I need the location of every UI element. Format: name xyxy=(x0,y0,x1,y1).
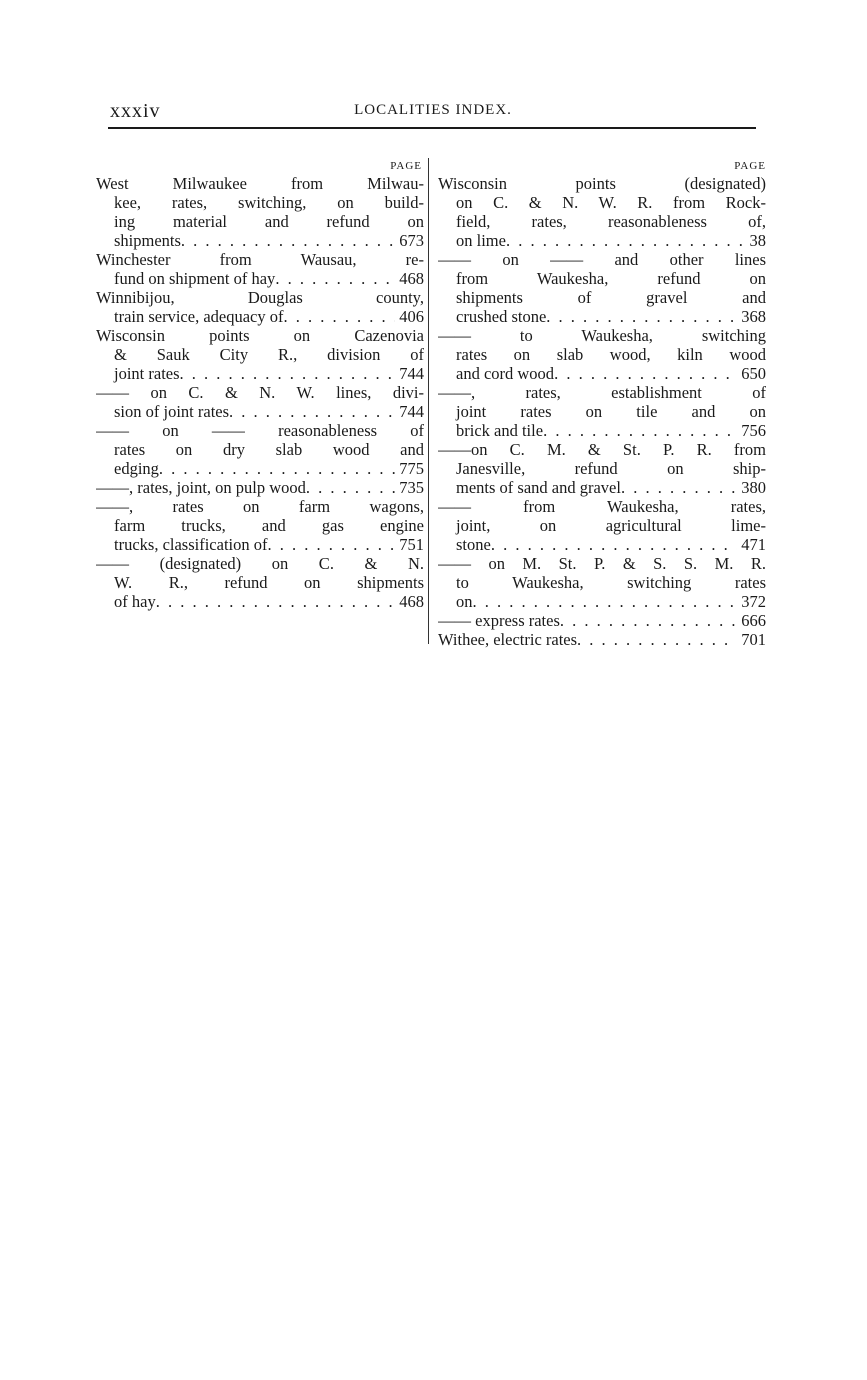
entry-line: rates on slab wood, kiln wood xyxy=(456,345,766,364)
entry-line: W. R., refund on shipments xyxy=(114,573,424,592)
index-entry xyxy=(96,288,424,326)
entry-text: ments of sand and gravel xyxy=(456,478,621,497)
page-reference: 673 xyxy=(399,231,424,250)
index-entry xyxy=(438,630,766,649)
dot-leader xyxy=(577,630,737,649)
entry-line: Winnibijou, Douglas county, xyxy=(96,288,424,307)
entry-line: from Waukesha, refund on xyxy=(456,269,766,288)
page-reference: 775 xyxy=(399,459,424,478)
entry-line: Janesville, refund on ship- xyxy=(456,459,766,478)
entry-line: joint rates on tile and on xyxy=(456,402,766,421)
entry-last-line xyxy=(438,478,766,497)
entry-text: on lime xyxy=(456,231,506,250)
entry-line: Wisconsin points on Cazenovia xyxy=(96,326,424,345)
index-column-right xyxy=(438,158,766,649)
index-entry xyxy=(96,421,424,478)
entry-line: ——, rates on farm wagons, xyxy=(96,497,424,516)
entry-line: to Waukesha, switching rates xyxy=(456,573,766,592)
entry-line: —— on C. & N. W. lines, divi- xyxy=(96,383,424,402)
dot-leader xyxy=(491,535,737,554)
page-reference: 701 xyxy=(741,630,766,649)
page-reference: 744 xyxy=(399,364,424,383)
running-title: LOCALITIES INDEX. xyxy=(354,102,512,118)
entry-list xyxy=(96,174,424,611)
dot-leader xyxy=(284,307,396,326)
entry-text: and cord wood xyxy=(456,364,555,383)
index-entry xyxy=(438,383,766,440)
entry-line: ——, rates, establishment of xyxy=(438,383,766,402)
column-divider xyxy=(428,158,429,644)
page-reference: 372 xyxy=(741,592,766,611)
entry-text: ——, rates, joint, on pulp wood xyxy=(96,478,306,497)
entry-last-line xyxy=(438,231,766,250)
entry-line: kee, rates, switching, on build- xyxy=(114,193,424,212)
page-reference: 650 xyxy=(741,364,766,383)
dot-leader xyxy=(180,364,396,383)
index-entry xyxy=(438,497,766,554)
entry-text: edging xyxy=(114,459,159,478)
index-column-left xyxy=(96,158,424,611)
entry-text: joint rates xyxy=(114,364,180,383)
dot-leader xyxy=(275,269,395,288)
entry-line: Winchester from Wausau, re- xyxy=(96,250,424,269)
dot-leader xyxy=(621,478,737,497)
entry-line: rates on dry slab wood and xyxy=(114,440,424,459)
page-reference: 38 xyxy=(749,231,766,250)
dot-leader xyxy=(554,364,737,383)
entry-text: stone xyxy=(456,535,491,554)
index-entry xyxy=(96,497,424,554)
entry-text: Withee, electric rates xyxy=(438,630,578,649)
page-column-label: PAGE xyxy=(390,160,422,172)
entry-last-line xyxy=(438,535,766,554)
entry-line: shipments of gravel and xyxy=(456,288,766,307)
entry-last-line xyxy=(438,630,766,649)
page-reference: 368 xyxy=(741,307,766,326)
dot-leader xyxy=(506,231,746,250)
page-reference: 744 xyxy=(399,402,424,421)
page-reference: 380 xyxy=(741,478,766,497)
entry-line: ——on C. M. & St. P. R. from xyxy=(438,440,766,459)
index-entry xyxy=(438,554,766,611)
entry-line: & Sauk City R., division of xyxy=(114,345,424,364)
header-rule xyxy=(108,127,756,129)
entry-text: on xyxy=(456,592,473,611)
page-reference: 751 xyxy=(399,535,424,554)
index-entry xyxy=(438,440,766,497)
index-entry xyxy=(438,611,766,630)
entry-text: crushed stone xyxy=(456,307,547,326)
entry-list xyxy=(438,174,766,649)
entry-text: sion of joint rates xyxy=(114,402,230,421)
entry-last-line xyxy=(96,231,424,250)
entry-text: shipments xyxy=(114,231,181,250)
entry-line: —— (designated) on C. & N. xyxy=(96,554,424,573)
dot-leader xyxy=(560,611,737,630)
entry-last-line xyxy=(438,421,766,440)
index-entry xyxy=(96,554,424,611)
entry-last-line xyxy=(96,269,424,288)
entry-line: ing material and refund on xyxy=(114,212,424,231)
page-reference: 468 xyxy=(399,592,424,611)
entry-last-line xyxy=(96,402,424,421)
entry-text: of hay xyxy=(114,592,156,611)
entry-last-line xyxy=(96,478,424,497)
index-entry xyxy=(96,174,424,250)
entry-last-line xyxy=(96,535,424,554)
page-reference: 406 xyxy=(399,307,424,326)
entry-text: fund on shipment of hay xyxy=(114,269,276,288)
entry-line: —— to Waukesha, switching xyxy=(438,326,766,345)
dot-leader xyxy=(546,307,737,326)
dot-leader xyxy=(156,592,396,611)
dot-leader xyxy=(181,231,395,250)
index-entry xyxy=(438,326,766,383)
entry-line: Wisconsin points (designated) xyxy=(438,174,766,193)
entry-line: —— from Waukesha, rates, xyxy=(438,497,766,516)
entry-last-line xyxy=(96,307,424,326)
entry-last-line xyxy=(96,592,424,611)
entry-text: trucks, classification of xyxy=(114,535,268,554)
page-header xyxy=(110,100,756,124)
index-entry xyxy=(96,383,424,421)
entry-last-line xyxy=(438,364,766,383)
page-reference: 666 xyxy=(741,611,766,630)
entry-line: —— on —— reasonableness of xyxy=(96,421,424,440)
entry-line: West Milwaukee from Milwau- xyxy=(96,174,424,193)
index-entry xyxy=(438,250,766,326)
page-reference: 756 xyxy=(741,421,766,440)
entry-last-line xyxy=(438,307,766,326)
dot-leader xyxy=(473,592,738,611)
entry-line: farm trucks, and gas engine xyxy=(114,516,424,535)
page-reference: 468 xyxy=(399,269,424,288)
page-column-label: PAGE xyxy=(734,160,766,172)
entry-text: train service, adequacy of xyxy=(114,307,284,326)
entry-line: on C. & N. W. R. from Rock- xyxy=(456,193,766,212)
entry-last-line xyxy=(96,364,424,383)
entry-text: —— express rates xyxy=(438,611,560,630)
entry-text: brick and tile xyxy=(456,421,544,440)
entry-last-line xyxy=(96,459,424,478)
dot-leader xyxy=(306,478,395,497)
index-entry xyxy=(438,174,766,250)
index-entry xyxy=(96,478,424,497)
dot-leader xyxy=(229,402,395,421)
entry-line: —— on —— and other lines xyxy=(438,250,766,269)
index-entry xyxy=(96,250,424,288)
page-number: xxxiv xyxy=(110,100,161,122)
page-reference: 471 xyxy=(741,535,766,554)
entry-last-line xyxy=(438,611,766,630)
dot-leader xyxy=(543,421,737,440)
dot-leader xyxy=(268,535,396,554)
entry-last-line xyxy=(438,592,766,611)
entry-line: —— on M. St. P. & S. S. M. R. xyxy=(438,554,766,573)
page-reference: 735 xyxy=(399,478,424,497)
entry-line: joint, on agricultural lime- xyxy=(456,516,766,535)
index-entry xyxy=(96,326,424,383)
dot-leader xyxy=(159,459,395,478)
entry-line: field, rates, reasonableness of, xyxy=(456,212,766,231)
